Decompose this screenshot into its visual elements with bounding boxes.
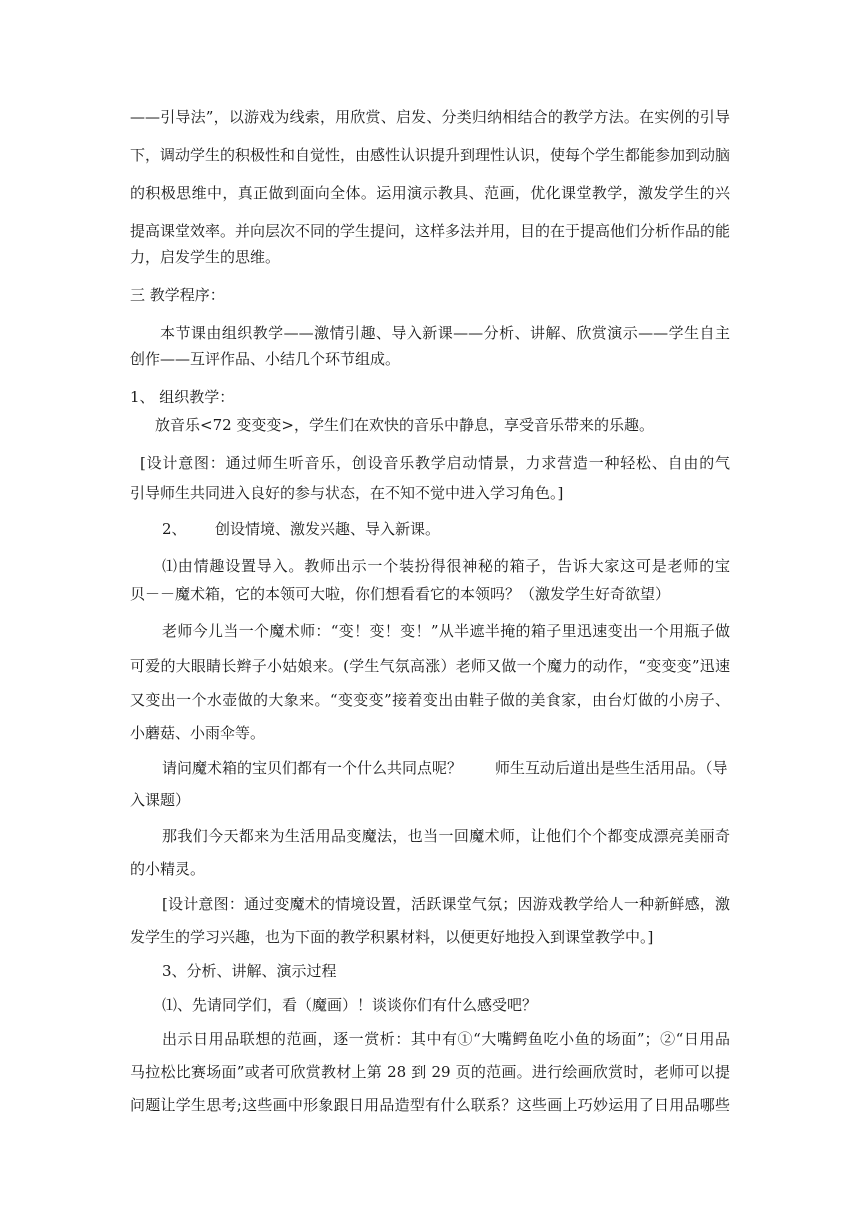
paragraph-line: 师生互动后道出是些生活用品。（导 — [495, 759, 728, 777]
paragraph-line: 贝－－魔术箱，它的本领可大啦，你们想看看它的本领吗？（激发学生好奇欲望） — [130, 585, 671, 603]
list-item-number: 2、 — [162, 520, 187, 538]
paragraph-line: 小蘑菇、小雨伞等。 — [130, 724, 266, 742]
paragraph-line: ——引导法”，以游戏为线索，用欣赏、启发、分类归纳相结合的教学方法。在实例的引导 — [130, 108, 730, 126]
paragraph-line: ⑴由情趣设置导入。教师出示一个装扮得很神秘的箱子，告诉大家这可是老师的宝 — [162, 557, 730, 575]
paragraph-line: 的积极思维中，真正做到面向全体。运用演示教具、范画，优化课堂教学，激发学生的兴 — [130, 184, 730, 202]
paragraph-line: 可爱的大眼睛长辫子小姑娘来。(学生气氛高涨）老师又做一个魔力的动作，“变变变”迅速 — [130, 657, 730, 675]
paragraph-line: 那我们今天都来为生活用品变魔法，也当一回魔术师，让他们个个都变成漂亮美丽奇 — [162, 827, 730, 845]
paragraph-line: 马拉松比赛场面”或者可欣赏教材上第 28 到 29 页的范画。进行绘画欣赏时，老师可以提 — [130, 1063, 730, 1081]
paragraph-line: 出示日用品联想的范画，逐一赏析：其中有①“大嘴鳄鱼吃小鱼的场面”；②“日用品 — [162, 1030, 730, 1048]
paragraph-line: 请问魔术箱的宝贝们都有一个什么共同点呢？ — [162, 759, 463, 777]
design-note-line: 引导师生共同进入良好的参与状态，在不知不觉中进入学习角色。] — [130, 484, 564, 502]
list-item-heading: 创设情境、激发兴趣、导入新课。 — [215, 520, 441, 538]
design-note-line: [设计意图：通过师生听音乐，创设音乐教学启动情景，力求营造一种轻松、自由的气 — [140, 454, 730, 472]
paragraph-line: 放音乐<72 变变变>，学生们在欢快的音乐中静息，享受音乐带来的乐趣。 — [155, 416, 654, 434]
paragraph-line: 提高课堂效率。并向层次不同的学生提问，这样多法并用，目的在于提高他们分析作品的能 — [130, 222, 730, 240]
paragraph-line: 老师今儿当一个魔术师：“变！变！变！”从半遮半掩的箱子里迅速变出一个用瓶子做 — [162, 622, 730, 640]
paragraph-line: 本节课由组织教学——激情引趣、导入新课——分析、讲解、欣赏演示——学生自主 — [160, 324, 730, 342]
paragraph-line: 问题让学生思考;这些画中形象跟日用品造型有什么联系？这些画上巧妙运用了日用品哪些 — [130, 1096, 730, 1114]
paragraph-line: ⑴、先请同学们，看（魔画）！谈谈你们有什么感受吧？ — [162, 996, 538, 1014]
paragraph-line: 又变出一个水壶做的大象来。“变变变”接着变出由鞋子做的美食家，由台灯做的小房子、 — [130, 691, 730, 709]
design-note-line: [设计意图：通过变魔术的情境设置，活跃课堂气氛；因游戏教学给人一种新鲜感，激 — [162, 895, 730, 913]
design-note-line: 发学生的学习兴趣，也为下面的教学积累材料，以便更好地投入到课堂教学中。] — [130, 928, 654, 946]
list-item-heading: 1、 组织教学： — [130, 388, 235, 406]
section-heading: 三 教学程序： — [130, 286, 225, 304]
paragraph-line: 的小精灵。 — [130, 860, 206, 878]
paragraph-line: 创作——互评作品、小结几个环节组成。 — [130, 350, 401, 368]
list-item-heading: 3、分析、讲解、演示过程 — [162, 962, 337, 980]
paragraph-line: 入课题） — [130, 791, 191, 809]
paragraph-line: 下，调动学生的积极性和自觉性，由感性认识提升到理性认识，使每个学生都能参加到动脑 — [130, 146, 730, 164]
paragraph-line: 力，启发学生的思维。 — [130, 248, 281, 266]
